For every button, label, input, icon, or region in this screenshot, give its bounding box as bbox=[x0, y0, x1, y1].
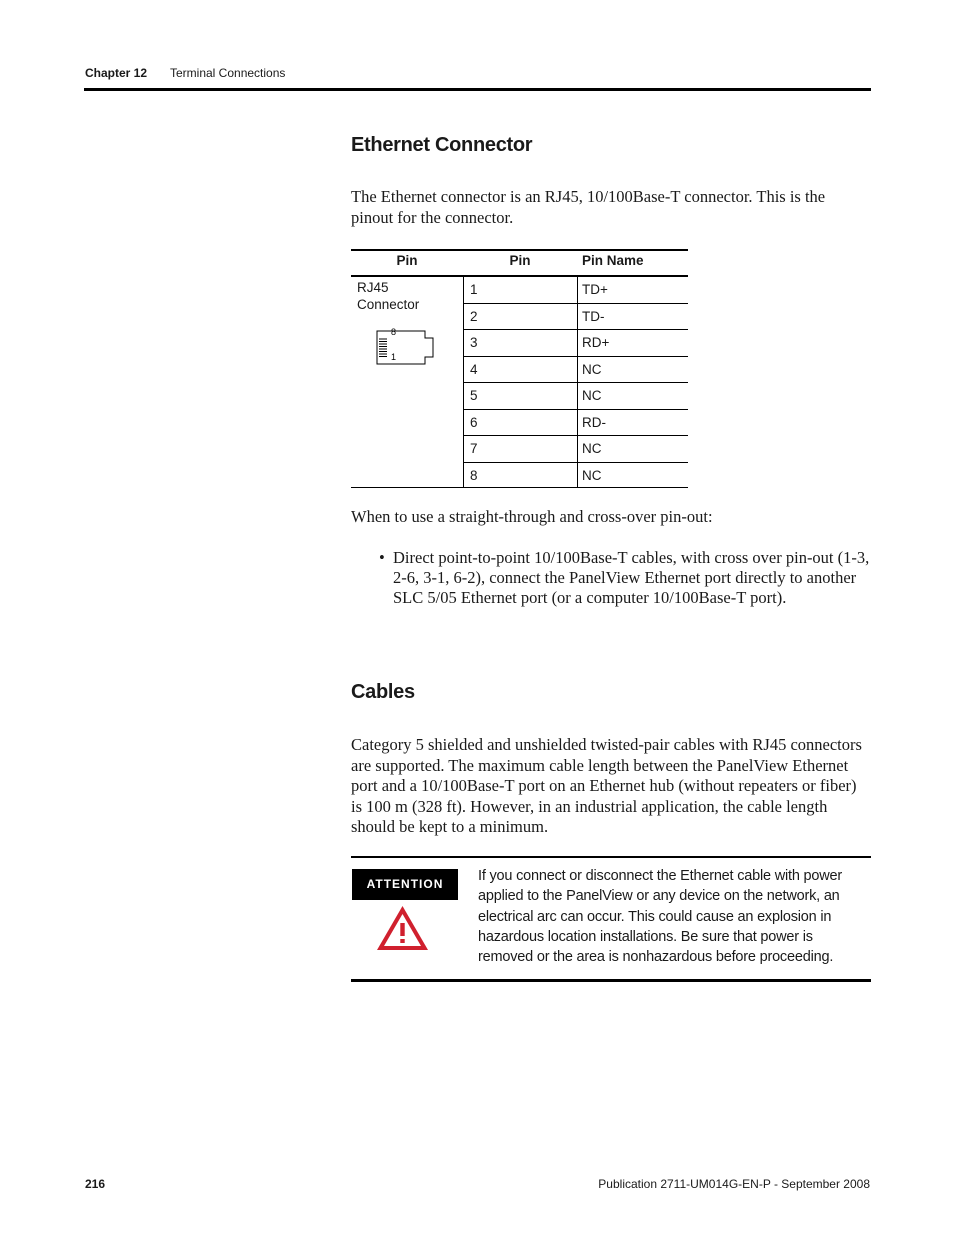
cables-paragraph: Category 5 shielded and unshielded twisted-pair cables with RJ45 connectors are supported. The maximum cable length between the PanelView Ethernet port and a 10/100Base-T port on an Ethernet hub (without repeaters or fiber) is 100 m (328 ft). However, in an industrial application, the cable length should be kept to a minimum. bbox=[351, 735, 862, 836]
pinout-usage-text: When to use a straight-through and cross-over pin-out: bbox=[351, 507, 713, 526]
page-number: 216 bbox=[85, 1177, 106, 1191]
table-row: 6 RD- bbox=[463, 410, 688, 437]
table-row: 3 RD+ bbox=[463, 330, 688, 357]
svg-text:1: 1 bbox=[391, 352, 397, 362]
table-row: 2 TD- bbox=[463, 304, 688, 331]
rj45-connector-icon bbox=[373, 325, 437, 367]
column-header-pin: Pin bbox=[509, 253, 531, 268]
header-rule bbox=[84, 88, 871, 91]
ethernet-intro-paragraph: The Ethernet connector is an RJ45, 10/100Base-T connector. This is the pinout for the connector. bbox=[351, 187, 826, 227]
svg-text:8: 8 bbox=[391, 327, 397, 337]
table-row: 1 TD+ bbox=[463, 277, 688, 304]
chapter-label: Chapter 12 bbox=[85, 66, 148, 80]
column-header-pin-name: Pin Name bbox=[582, 253, 644, 268]
attention-text: If you connect or disconnect the Ethernet cable with power applied to the PanelView or any device on the network, an electrical arc can occur. This could cause an explosion in hazardous location installations. Be sure that power is removed or the area is nonhazardous before proceeding. bbox=[478, 868, 843, 966]
attention-label: ATTENTION bbox=[352, 869, 458, 900]
table-row: 5 NC bbox=[463, 383, 688, 410]
column-header-pin-diagram: Pin bbox=[396, 253, 418, 268]
publication-info: Publication 2711-UM014G-EN-P - September 2008 bbox=[598, 1177, 870, 1191]
table-row: 4 NC bbox=[463, 357, 688, 384]
warning-triangle-icon bbox=[375, 904, 430, 952]
cables-heading: Cables bbox=[351, 681, 415, 703]
rj45-connector-label: RJ45 Connector bbox=[357, 280, 420, 312]
attention-top-rule bbox=[351, 856, 871, 858]
table-row: 8 NC bbox=[470, 467, 602, 483]
bullet-text: Direct point-to-point 10/100Base-T cables, with cross over pin-out (1-3, 2-6, 3-1, 6-2), connect the PanelView Ethernet port directly to another SLC 5/05 Ethernet port (or a computer 10/100Base-T port). bbox=[393, 548, 870, 607]
bullet-icon: • bbox=[379, 548, 385, 567]
attention-bottom-rule bbox=[351, 979, 871, 982]
ethernet-connector-heading: Ethernet Connector bbox=[351, 134, 533, 156]
table-row: 7 NC bbox=[463, 436, 688, 463]
chapter-title: Terminal Connections bbox=[170, 66, 286, 80]
